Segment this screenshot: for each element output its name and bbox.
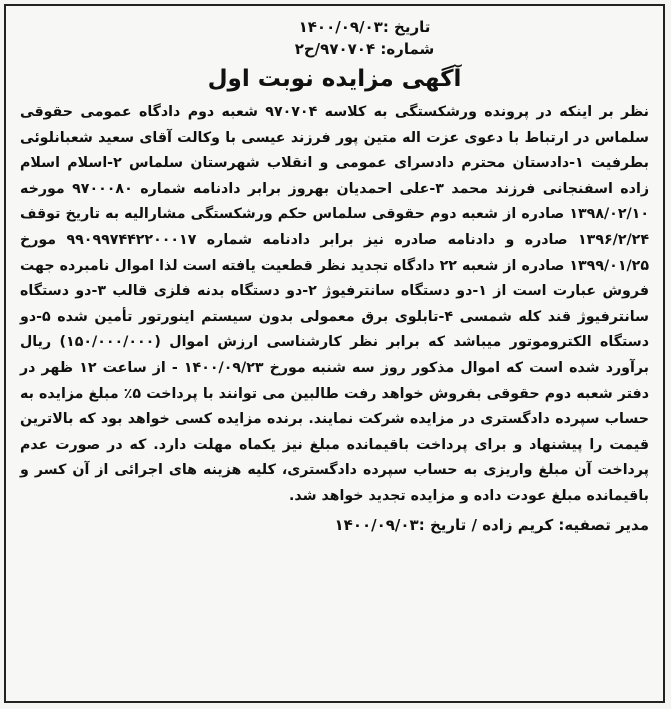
notice-body: نظر بر اینکه در پرونده ورشکستگی به کلاسه ۹۷۰۷۰۴ شعبه دوم دادگاه عمومی حقوقی سلماس در ارتباط با دعوی عزت اله متین پور فرزند عیسی با وکالت آقای سعید شعبانلوئی بطرفیت ۱-دادستان محترم دادسرای عمومی و انقلاب شهرستان سلماس ۲-اسلام اسلام زاده اسفنجانی فرزند محمد ۳-علی احمدیان بهروز برابر دادنامه شماره ۹۷۰۰۰۸۰ مورخه ۱۳۹۸/۰۲/۱۰ صادره از شعبه دوم حقوقی سلماس حکم ورشکستگی مشارالیه به تاریخ توقف ۱۳۹۶/۲/۲۴ صادره و دادنامه صادره نیز برابر دادنامه شماره ۹۹۰۹۹۷۴۴۲۲۰۰۰۱۷ مورخ ۱۳۹۹/۰۱/۲۵ صادره از شعبه ۲۲ دادگاه تجدید نظر قطعیت یافته است لذا اموال نامبرده جهت فروش عبارت است از ۱-دو دستگاه سانترفیوژ ۲-دو دستگاه بدنه فلزی قالب ۳-دو دستگاه سانترفیوژ قند کله شمسی ۴-تابلوی برق معمولی بدون سیستم اینورتور تأمین شده ۵-دو دستگاه الکتروموتور میباشد که برابر نظر کارشناسی ارزش اموال (۱۵۰/۰۰۰/۰۰۰) ریال برآورد شده است که اموال مذکور روز سه شنبه مورخ ۱۴۰۰/۰۹/۲۳ - از ساعت ۱۲ ظهر در دفتر شعبه دوم حقوقی بفروش خواهد رفت طالبین می توانند با پرداخت ۵٪ مبلغ مزایده به حساب سپرده دادگستری در مزایده شرکت نمایند. برنده مزایده کسی خواهد بود که بالاترین قیمت را پیشنهاد و برای پرداخت باقیمانده مبلغ نیز یکماه مهلت دارد. که در صورت عدم پرداخت آن مبلغ واریزی به حساب سپرده دادگستری، کلیه هزینه های اجرائی از آن کسر و باقیمانده مبلغ عودت داده و مزایده تجدید خواهد شد. <box>20 104 650 504</box>
notice-document <box>6 6 663 701</box>
notice-title: آگهی مزایده نوبت اول <box>207 66 462 92</box>
notice-number: شماره: ۹۷۰۷۰۴/ح۲ <box>294 40 435 58</box>
notice-signature: مدیر تصفیه: کریم زاده / تاریخ :۱۴۰۰/۰۹/۰۳ <box>334 515 649 534</box>
notice-meta <box>80 16 649 60</box>
notice-date: تاریخ :۱۴۰۰/۰۹/۰۳ <box>298 18 431 36</box>
notice-frame <box>4 4 665 703</box>
